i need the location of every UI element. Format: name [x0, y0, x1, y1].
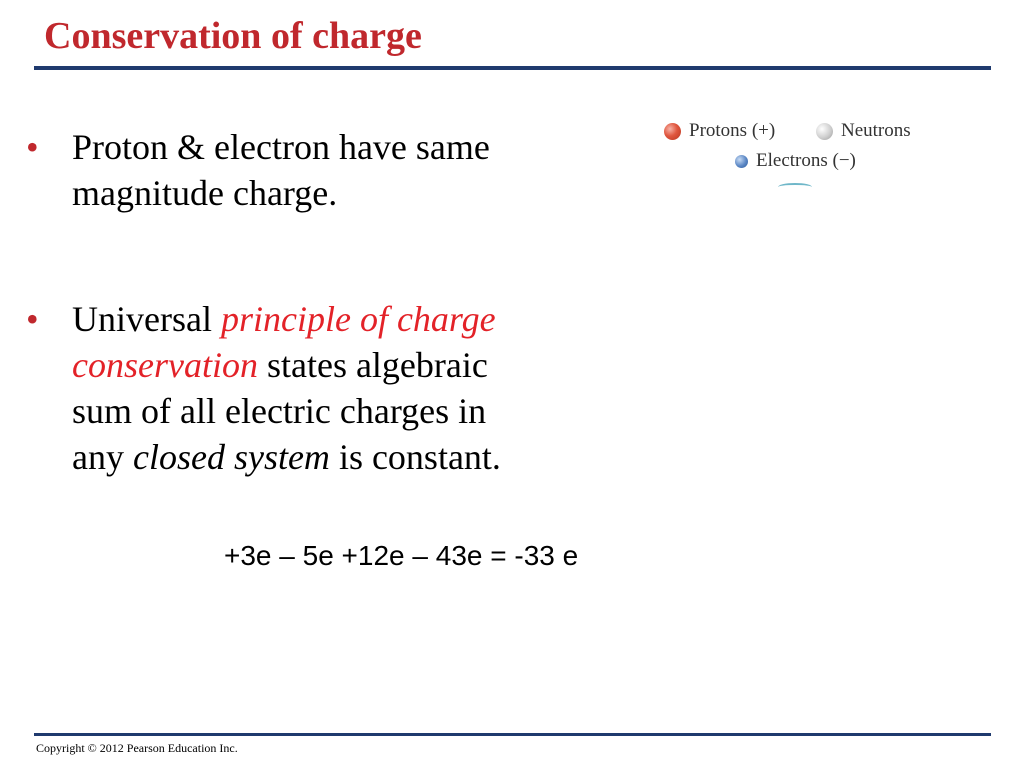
emphasis-conservation: conservation: [72, 345, 258, 385]
particle-legend: [660, 118, 950, 190]
charge-sum-equation: +3e – 5e +12e – 43e = -33 e: [224, 540, 579, 571]
bullet-1-line-1: Proton & electron have same: [72, 127, 490, 167]
title-divider: [34, 66, 991, 70]
atom-orbit-fragment: [778, 183, 812, 191]
legend-item-neutrons: [816, 120, 911, 142]
bullet-2-text: any: [72, 437, 133, 477]
emphasis-closed-system: closed system: [132, 437, 330, 477]
electron-dot-icon: [735, 155, 748, 168]
footer-divider: [34, 733, 991, 736]
slide-title: Conservation of charge: [44, 15, 422, 57]
copyright-notice: Copyright © 2012 Pearson Education Inc.: [36, 741, 238, 755]
bullet-2-text: is constant.: [329, 437, 501, 477]
bullet-2-text: Universal: [72, 299, 221, 339]
bullet-marker: •: [26, 299, 39, 339]
legend-label-protons: Protons (+): [689, 120, 776, 141]
emphasis-principle: principle of charge: [220, 299, 496, 339]
proton-dot-icon: [664, 123, 681, 140]
legend-label-neutrons: Neutrons: [841, 120, 911, 141]
legend-item-electrons: [735, 150, 856, 172]
bullet-2-text: sum of all electric charges in: [72, 391, 487, 431]
neutron-dot-icon: [816, 123, 833, 140]
bullet-text-1: [72, 124, 592, 216]
legend-item-protons: [664, 120, 775, 142]
bullet-marker: •: [26, 127, 39, 167]
legend-label-electrons: Electrons (−): [756, 150, 856, 171]
bullet-2-text: states algebraic: [257, 345, 488, 385]
bullet-text-2: [72, 296, 592, 480]
bullet-1-line-2: magnitude charge.: [72, 173, 338, 213]
